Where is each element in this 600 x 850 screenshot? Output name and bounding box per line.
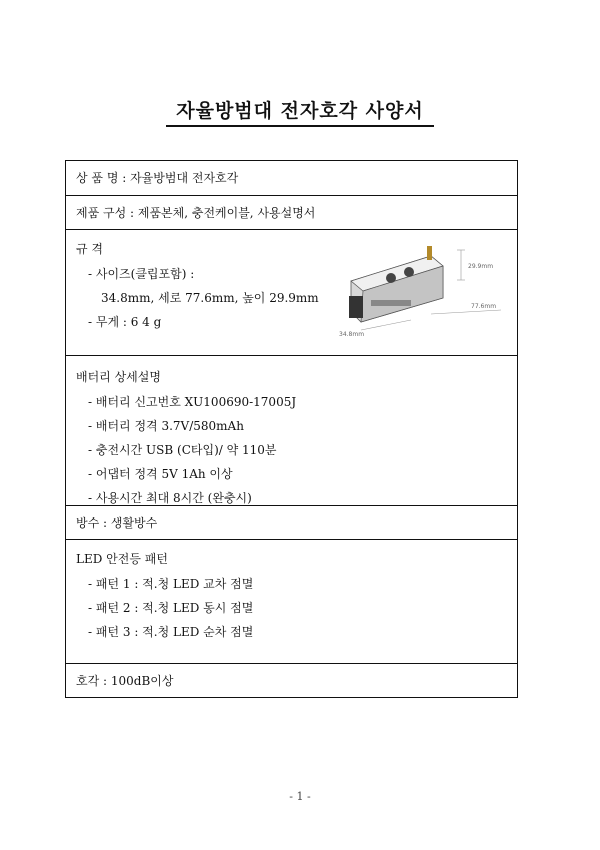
whistle-tip-icon (427, 246, 432, 260)
product-image (331, 236, 521, 346)
spec-size-label: - 사이즈(클립포함) : (88, 267, 195, 281)
battery-item: - 사용시간 최대 8시간 (완충시) (88, 491, 252, 505)
document-title-text: 자율방범대 전자호각 사양서 (166, 96, 433, 127)
sound: 호각 : 100dB이상 (76, 674, 174, 688)
led-row (66, 539, 517, 663)
battery-heading: 배터리 상세설명 (76, 370, 161, 384)
clip-icon (349, 296, 363, 318)
width-dim-line (361, 320, 411, 330)
components-row (66, 195, 517, 229)
spec-table (65, 160, 518, 698)
components: 제품 구성 : 제품본체, 충전케이블, 사용설명서 (76, 206, 316, 220)
battery-item: - 어댑터 정격 5V 1Ah 이상 (88, 467, 233, 481)
document-title (0, 96, 600, 127)
led-item: - 패턴 1 : 적.청 LED 교차 점멸 (88, 577, 254, 591)
spec-weight: - 무게 : 6 4 g (88, 315, 162, 329)
page-number: - 1 - (289, 790, 311, 803)
led-strip-icon (371, 300, 411, 306)
battery-item: - 배터리 신고번호 XU100690-17005J (88, 395, 297, 409)
product-name: 상 품 명 : 자율방범대 전자호각 (76, 171, 239, 185)
battery-item: - 배터리 정격 3.7V/580mAh (88, 419, 244, 433)
waterproof: 방수 : 생활방수 (76, 516, 158, 530)
sound-row (66, 663, 517, 697)
button-icon-2 (404, 267, 414, 277)
spec-heading: 규 격 (76, 242, 103, 256)
product-name-row (66, 161, 517, 195)
height-dim-label: 29.9mm (468, 263, 494, 270)
waterproof-row (66, 505, 517, 539)
led-item: - 패턴 2 : 적.청 LED 동시 점멸 (88, 601, 254, 615)
spec-size-value: 34.8mm, 세로 77.6mm, 높이 29.9mm (101, 291, 319, 305)
led-item: - 패턴 3 : 적.청 LED 순차 점멸 (88, 625, 254, 639)
battery-row (66, 355, 517, 505)
battery-item: - 충전시간 USB (C타입)/ 약 110분 (88, 443, 277, 457)
length-dim-line (431, 310, 501, 314)
led-heading: LED 안전등 패턴 (76, 552, 168, 566)
device-body (349, 246, 443, 322)
width-dim-label: 34.8mm (339, 331, 365, 338)
length-dim-label: 77.6mm (471, 303, 497, 310)
spec-row (66, 229, 517, 355)
button-icon (386, 273, 396, 283)
